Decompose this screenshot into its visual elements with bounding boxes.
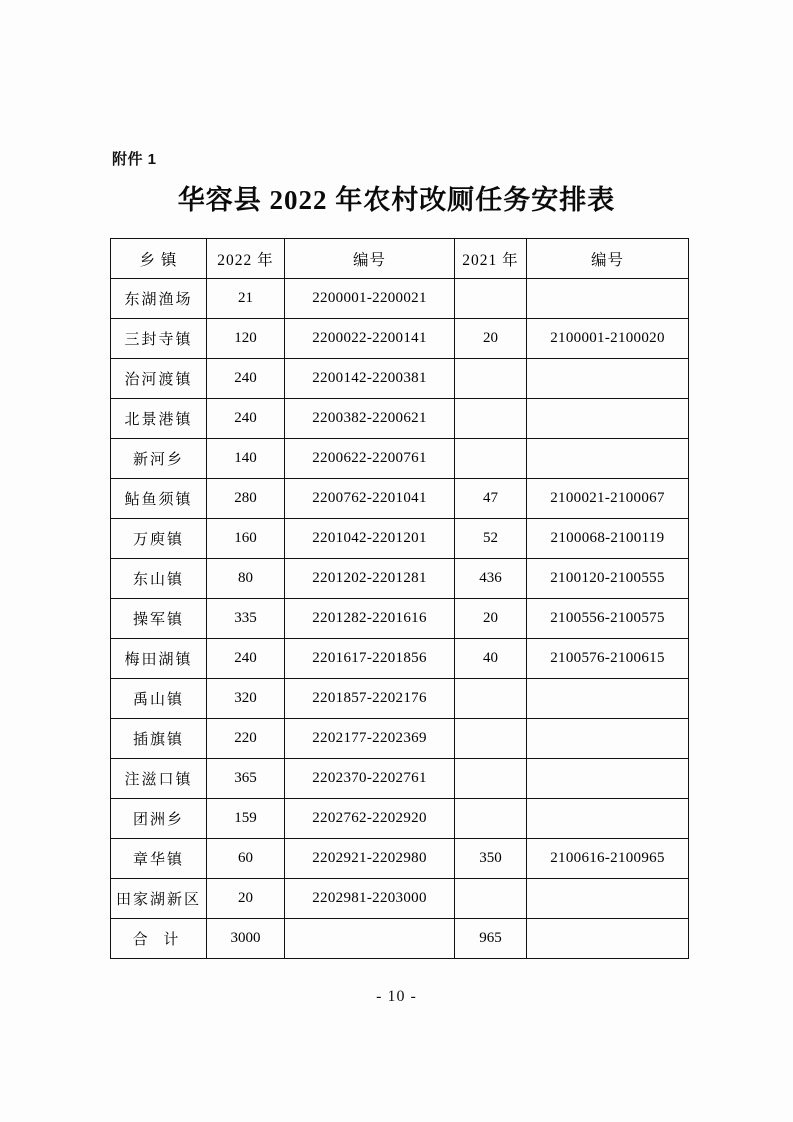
- table-body: [111, 279, 689, 959]
- cell-2021-count: [455, 279, 527, 319]
- column-header-2021: 2021 年: [455, 239, 527, 279]
- cell-2021-count: 20: [455, 599, 527, 639]
- cell-2022-count: 120: [207, 319, 285, 359]
- table-row: [111, 519, 689, 559]
- cell-total-2021: 965: [455, 919, 527, 959]
- cell-2021-count: [455, 759, 527, 799]
- cell-2021-count: [455, 799, 527, 839]
- cell-2022-code: 2201042-2201201: [285, 519, 455, 559]
- page-number: - 10 -: [376, 988, 417, 1005]
- cell-2021-code: 2100021-2100067: [527, 479, 689, 519]
- cell-total-2022: 3000: [207, 919, 285, 959]
- cell-town: 章华镇: [111, 839, 207, 879]
- cell-2022-code: 2200622-2200761: [285, 439, 455, 479]
- cell-2021-code: [527, 439, 689, 479]
- table-row: [111, 559, 689, 599]
- cell-town: 东山镇: [111, 559, 207, 599]
- column-header-2022: 2022 年: [207, 239, 285, 279]
- cell-town: 田家湖新区: [111, 879, 207, 919]
- cell-2021-code: 2100576-2100615: [527, 639, 689, 679]
- cell-2021-count: 436: [455, 559, 527, 599]
- cell-2021-count: [455, 719, 527, 759]
- cell-2021-code: [527, 679, 689, 719]
- cell-town: 新河乡: [111, 439, 207, 479]
- cell-2022-count: 80: [207, 559, 285, 599]
- cell-2022-count: 240: [207, 359, 285, 399]
- page-title: 华容县 2022 年农村改厕任务安排表: [177, 185, 616, 215]
- cell-2021-code: [527, 719, 689, 759]
- cell-2021-code: 2100001-2100020: [527, 319, 689, 359]
- cell-2021-count: 350: [455, 839, 527, 879]
- cell-2021-count: [455, 679, 527, 719]
- cell-2022-code: 2201282-2201616: [285, 599, 455, 639]
- cell-2022-code: 2202921-2202980: [285, 839, 455, 879]
- cell-2021-code: [527, 279, 689, 319]
- cell-town: 东湖渔场: [111, 279, 207, 319]
- cell-town: 梅田湖镇: [111, 639, 207, 679]
- cell-2021-code: 2100556-2100575: [527, 599, 689, 639]
- column-header-code-2022: 编号: [285, 239, 455, 279]
- cell-town: 治河渡镇: [111, 359, 207, 399]
- cell-2021-code: 2100068-2100119: [527, 519, 689, 559]
- table-header: [111, 239, 689, 279]
- cell-2022-code: 2200142-2200381: [285, 359, 455, 399]
- cell-2021-code: 2100120-2100555: [527, 559, 689, 599]
- cell-2021-code: [527, 879, 689, 919]
- cell-2022-code: 2200022-2200141: [285, 319, 455, 359]
- cell-total-2021-code: [527, 919, 689, 959]
- cell-town: 团洲乡: [111, 799, 207, 839]
- cell-town: 万庾镇: [111, 519, 207, 559]
- cell-town: 操军镇: [111, 599, 207, 639]
- cell-2021-count: [455, 359, 527, 399]
- table-header-row: [111, 239, 689, 279]
- cell-total-label: 合 计: [111, 919, 207, 959]
- cell-town: 禹山镇: [111, 679, 207, 719]
- cell-2022-count: 20: [207, 879, 285, 919]
- table-total-row: [111, 919, 689, 959]
- cell-2022-code: 2201617-2201856: [285, 639, 455, 679]
- cell-2021-code: [527, 399, 689, 439]
- cell-2022-count: 60: [207, 839, 285, 879]
- cell-2021-count: 52: [455, 519, 527, 559]
- cell-2021-count: [455, 399, 527, 439]
- table-row: [111, 679, 689, 719]
- table-row: [111, 439, 689, 479]
- cell-town: 注滋口镇: [111, 759, 207, 799]
- table-row: [111, 599, 689, 639]
- cell-2022-count: 220: [207, 719, 285, 759]
- cell-2021-count: 20: [455, 319, 527, 359]
- cell-2021-code: [527, 359, 689, 399]
- table-row: [111, 759, 689, 799]
- table-row: [111, 639, 689, 679]
- cell-total-2022-code: [285, 919, 455, 959]
- cell-2022-count: 365: [207, 759, 285, 799]
- table-row: [111, 319, 689, 359]
- cell-2021-count: 47: [455, 479, 527, 519]
- cell-2021-code: 2100616-2100965: [527, 839, 689, 879]
- table-row: [111, 279, 689, 319]
- table-row: [111, 479, 689, 519]
- cell-2022-count: 280: [207, 479, 285, 519]
- attachment-label: 附件 1: [112, 151, 157, 168]
- cell-2022-code: 2201202-2201281: [285, 559, 455, 599]
- column-header-code-2021: 编号: [527, 239, 689, 279]
- cell-2022-code: 2200382-2200621: [285, 399, 455, 439]
- cell-2021-code: [527, 799, 689, 839]
- table-row: [111, 879, 689, 919]
- cell-2022-count: 140: [207, 439, 285, 479]
- table-row: [111, 839, 689, 879]
- cell-2022-code: 2202762-2202920: [285, 799, 455, 839]
- cell-2022-code: 2201857-2202176: [285, 679, 455, 719]
- table-row: [111, 719, 689, 759]
- cell-2022-code: 2202370-2202761: [285, 759, 455, 799]
- cell-2022-code: 2200762-2201041: [285, 479, 455, 519]
- table-row: [111, 399, 689, 439]
- cell-town: 插旗镇: [111, 719, 207, 759]
- task-table-container: [110, 238, 688, 959]
- cell-2021-code: [527, 759, 689, 799]
- cell-2022-code: 2202981-2203000: [285, 879, 455, 919]
- cell-town: 三封寺镇: [111, 319, 207, 359]
- column-header-town: 乡 镇: [111, 239, 207, 279]
- table-row: [111, 799, 689, 839]
- cell-2022-code: 2202177-2202369: [285, 719, 455, 759]
- cell-2021-count: [455, 879, 527, 919]
- table-row: [111, 359, 689, 399]
- cell-town: 鲇鱼须镇: [111, 479, 207, 519]
- cell-2022-count: 320: [207, 679, 285, 719]
- cell-town: 北景港镇: [111, 399, 207, 439]
- cell-2021-count: 40: [455, 639, 527, 679]
- task-table: [110, 238, 689, 959]
- cell-2022-count: 240: [207, 399, 285, 439]
- cell-2022-count: 160: [207, 519, 285, 559]
- cell-2022-count: 159: [207, 799, 285, 839]
- cell-2022-count: 240: [207, 639, 285, 679]
- cell-2022-code: 2200001-2200021: [285, 279, 455, 319]
- cell-2022-count: 335: [207, 599, 285, 639]
- cell-2022-count: 21: [207, 279, 285, 319]
- cell-2021-count: [455, 439, 527, 479]
